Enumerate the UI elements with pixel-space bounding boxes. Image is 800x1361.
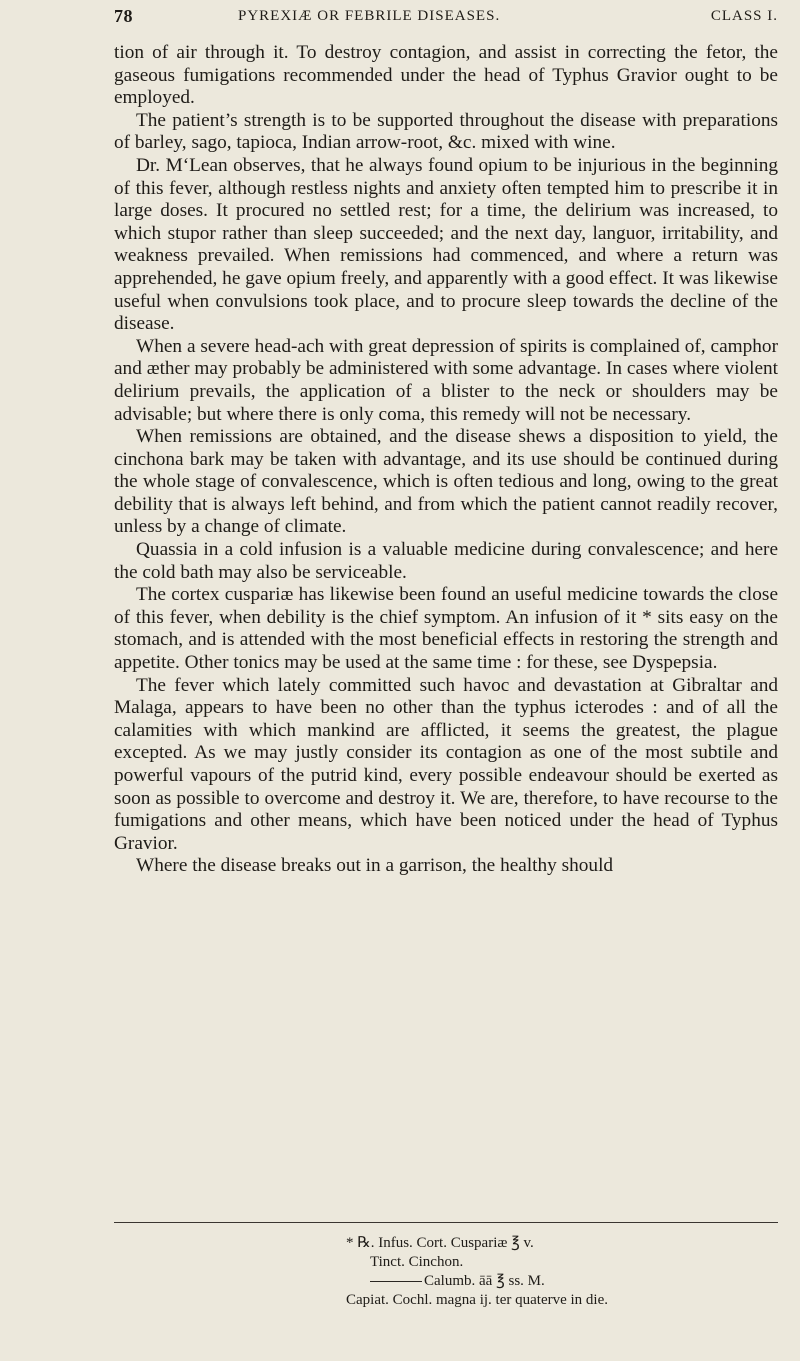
page-number: 78 xyxy=(114,6,133,26)
ditto-dash xyxy=(370,1281,422,1282)
footnote-line-text: Calumb. āā ℥ ss. M. xyxy=(424,1273,545,1289)
paragraph: tion of air through it. To destroy contagion, and assist in correcting the fetor, the gaseous fumigations recommended under the head of Typhus Gravior ought to be employed. xyxy=(114,42,778,109)
running-title: PYREXIÆ OR FEBRILE DISEASES. xyxy=(238,8,501,24)
paragraph: Where the disease breaks out in a garrison, the healthy should xyxy=(136,855,614,877)
paragraph: When a severe head-ach with great depression of spirits is complained of, camphor and æther may probably be administered with some advantage. In cases where violent delirium prevails, the application of a blister to the neck or shoulders may be advisable; but where there is only coma, this remedy will not be necessary. xyxy=(114,335,778,425)
class-mark: CLASS I. xyxy=(710,8,778,24)
paragraph: The patient’s strength is to be supported throughout the disease with preparations of barley, sago, tapioca, Indian arrow-root, &c. mixed with wine. xyxy=(114,109,778,154)
paragraph: When remissions are obtained, and the disease shews a disposition to yield, the cinchona bark may be taken with advantage, and its use should be continued during the whole stage of convalescence, which is often tedious and long, owing to the great debility that is always left behind, and from which the patient cannot readily recover, unless by a change of climate. xyxy=(114,426,778,538)
paragraph: Quassia in a cold infusion is a valuable medicine during convalescence; and here the cold bath may also be serviceable. xyxy=(114,539,778,583)
footnote xyxy=(346,1234,766,1310)
page-header xyxy=(114,6,778,34)
footnote-line xyxy=(346,1272,766,1291)
body-text xyxy=(114,42,778,878)
paragraph: The cortex cuspariæ has likewise been found an useful medicine towards the close of this fever, when debility is the chief symptom. An infusion of it * sits easy on the stomach, and is attended with the most beneficial effects in restoring the strength and appetite. Other tonics may be used at the same time : for these, see Dyspepsia. xyxy=(114,584,778,674)
paragraph: The fever which lately committed such havoc and devastation at Gibraltar and Malaga, appears to have been no other than the typhus icterodes : and of all the calamities with which mankind are afflicted, it seems the greatest, the plague excepted. As we may justly consider its contagion as one of the most subtile and powerful vapours of the putrid kind, every possible endeavour should be exerted as soon as possible to overcome and destroy it. We are, therefore, to have recourse to the fumigations and other means, which have been noticed under the head of Typhus Gravior. xyxy=(114,674,778,854)
footnote-line: * ℞. Infus. Cort. Cuspariæ ℥ v. xyxy=(346,1235,534,1251)
paragraph: Dr. M‘Lean observes, that he always found opium to be injurious in the beginning of this fever, although restless nights and anxiety often tempted him to prescribe it in large doses. It procured no settled rest; for a time, the delirium was increased, to which stupor rather than sleep succeeded; and the next day, languor, irritability, and weakness prevailed. When remissions had commenced, and where a return was apprehended, he gave opium freely, and apparently with a good effect. It was likewise useful when convulsions took place, and to procure sleep towards the decline of the disease. xyxy=(114,154,778,335)
footnote-line: Tinct. Cinchon. xyxy=(370,1254,464,1270)
footnote-line: Capiat. Cochl. magna ij. ter quaterve in die. xyxy=(346,1292,609,1308)
footnote-divider xyxy=(114,1222,778,1223)
